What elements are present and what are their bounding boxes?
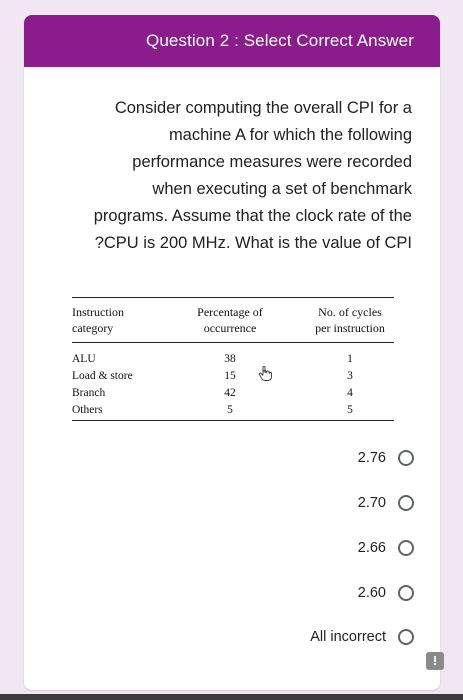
option-label: 2.70 [357, 495, 386, 511]
row-percentage: 15 [224, 370, 236, 382]
option-2-70[interactable] [358, 490, 414, 516]
header-cycles-line2: per instruction [315, 321, 385, 335]
header-percentage [189, 304, 271, 336]
row-percentage: 42 [224, 387, 236, 399]
option-2-66[interactable] [358, 535, 414, 561]
row-category: Load & store [72, 370, 133, 382]
header-percentage-line1: Percentage of [197, 305, 263, 319]
option-all-incorrect[interactable] [310, 624, 414, 650]
option-label: All incorrect [310, 629, 386, 645]
report-flag-icon[interactable]: ! [426, 652, 444, 670]
radio-button[interactable] [398, 495, 414, 511]
hand-pointer-icon [258, 366, 272, 382]
header-category-line2: category [72, 321, 114, 335]
option-label: 2.60 [357, 585, 386, 601]
radio-button[interactable] [398, 450, 414, 466]
option-2-76[interactable] [358, 445, 414, 471]
radio-button[interactable] [398, 585, 414, 601]
row-percentage: 5 [227, 404, 233, 416]
row-category: Branch [72, 387, 106, 399]
question-line: performance measures were recorded [132, 153, 412, 171]
header-category-line1: Instruction [72, 305, 124, 319]
table-header-rule [72, 342, 394, 343]
radio-button[interactable] [398, 540, 414, 556]
option-label: 2.76 [357, 450, 386, 466]
header-percentage-line2: occurrence [203, 321, 257, 335]
question-title: Question 2 : Select Correct Answer [146, 31, 414, 50]
question-text [24, 95, 412, 257]
header-cycles-line1: No. of cycles [318, 305, 382, 319]
row-category: Others [72, 404, 103, 416]
row-cycles: 4 [347, 387, 353, 399]
question-line: machine A for which the following [168, 126, 412, 144]
question-header [24, 15, 440, 67]
question-line: programs. Assume that the clock rate of the [93, 207, 412, 225]
row-cycles: 3 [347, 370, 353, 382]
question-line: when executing a set of benchmark [152, 180, 412, 198]
question-line: ?CPU is 200 MHz. What is the value of CPI [94, 234, 412, 252]
table-bottom-rule [72, 420, 394, 421]
question-card [24, 15, 440, 690]
table-top-rule [72, 297, 394, 298]
question-line: Consider computing the overall CPI for a [114, 99, 412, 117]
row-percentage: 38 [224, 353, 236, 365]
row-cycles: 1 [347, 353, 353, 365]
row-category: ALU [72, 353, 96, 365]
header-category [72, 304, 124, 336]
row-cycles: 5 [347, 404, 353, 416]
radio-button[interactable] [398, 629, 414, 645]
bottom-bar [0, 694, 463, 700]
option-label: 2.66 [357, 540, 386, 556]
option-2-60[interactable] [358, 580, 414, 606]
cpi-table [72, 296, 394, 436]
header-cycles [306, 304, 394, 336]
